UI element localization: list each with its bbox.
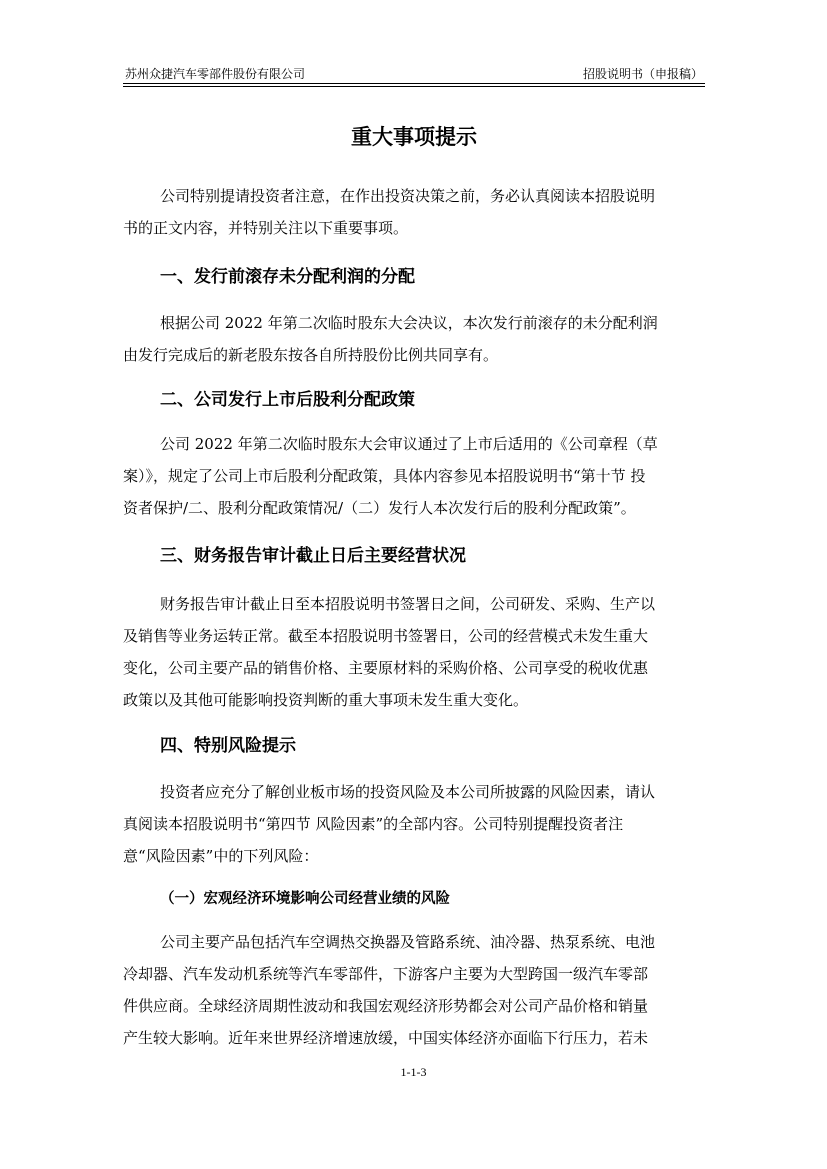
page-number: 1-1-3 [400, 1065, 427, 1079]
header-document-type: 招股说明书（申报稿） [582, 67, 703, 81]
paragraph-line: 冷却器、汽车发动机系统等汽车零部件，下游客户主要为大型跨国一级汽车零部 [123, 965, 649, 983]
paragraph-line: 政策以及其他可能影响投资判断的重大事项未发生重大变化。 [123, 691, 529, 709]
paragraph-line: 由发行完成后的新老股东按各自所持股份比例共同享有。 [123, 346, 499, 364]
paragraph-line: 案）》，规定了公司上市后股利分配政策，具体内容参见本招股说明书“第十节 投 [123, 467, 646, 485]
page-title: 重大事项提示 [351, 125, 477, 149]
header-rule-thin [123, 86, 705, 87]
header-company-name: 苏州众捷汽车零部件股份有限公司 [125, 67, 306, 81]
section-4-paragraph [123, 776, 705, 872]
paragraph-line: 资者保护/二、股利分配政策情况/（二）发行人本次发行后的股利分配政策”。 [123, 499, 636, 517]
paragraph-line: 书的正文内容，并特别关注以下重要事项。 [123, 219, 409, 237]
section-3-paragraph [123, 588, 705, 716]
header-rule [123, 83, 705, 84]
paragraph-line: 意“风险因素”中的下列风险： [123, 847, 319, 865]
intro-paragraph [123, 180, 705, 244]
section-heading-2: 二、公司发行上市后股利分配政策 [160, 390, 415, 410]
section-heading-1: 一、发行前滚存未分配利润的分配 [160, 267, 415, 287]
paragraph-line: 公司特别提请投资者注意，在作出投资决策之前，务必认真阅读本招股说明 [160, 187, 656, 205]
section-2-paragraph [123, 428, 705, 524]
paragraph-line: 产生较大影响。近年来世界经济增速放缓，中国实体经济亦面临下行压力，若未 [123, 1029, 649, 1047]
subsection-paragraph [123, 926, 705, 1054]
section-heading-4: 四、特别风险提示 [160, 736, 296, 756]
paragraph-line: 变化，公司主要产品的销售价格、主要原材料的采购价格、公司享受的税收优惠 [123, 659, 649, 677]
subsection-heading: （一）宏观经济环境影响公司经营业绩的风险 [160, 891, 450, 907]
paragraph-line: 公司 2022 年第二次临时股东大会审议通过了上市后适用的《公司章程（草 [160, 435, 658, 453]
section-1-paragraph [123, 307, 705, 371]
paragraph-line: 财务报告审计截止日至本招股说明书签署日之间，公司研发、采购、生产以 [160, 595, 656, 613]
paragraph-line: 公司主要产品包括汽车空调热交换器及管路系统、油冷器、热泵系统、电池 [160, 933, 656, 951]
paragraph-line: 根据公司 2022 年第二次临时股东大会决议，本次发行前滚存的未分配利润 [160, 314, 658, 332]
paragraph-line: 投资者应充分了解创业板市场的投资风险及本公司所披露的风险因素，请认 [160, 783, 656, 801]
paragraph-line: 真阅读本招股说明书“第四节 风险因素”的全部内容。公司特别提醒投资者注 [123, 815, 624, 833]
paragraph-line: 件供应商。全球经济周期性波动和我国宏观经济形势都会对公司产品价格和销量 [123, 997, 649, 1015]
section-heading-3: 三、财务报告审计截止日后主要经营状况 [160, 546, 466, 566]
paragraph-line: 及销售等业务运转正常。截至本招股说明书签署日，公司的经营模式未发生重大 [123, 627, 649, 645]
